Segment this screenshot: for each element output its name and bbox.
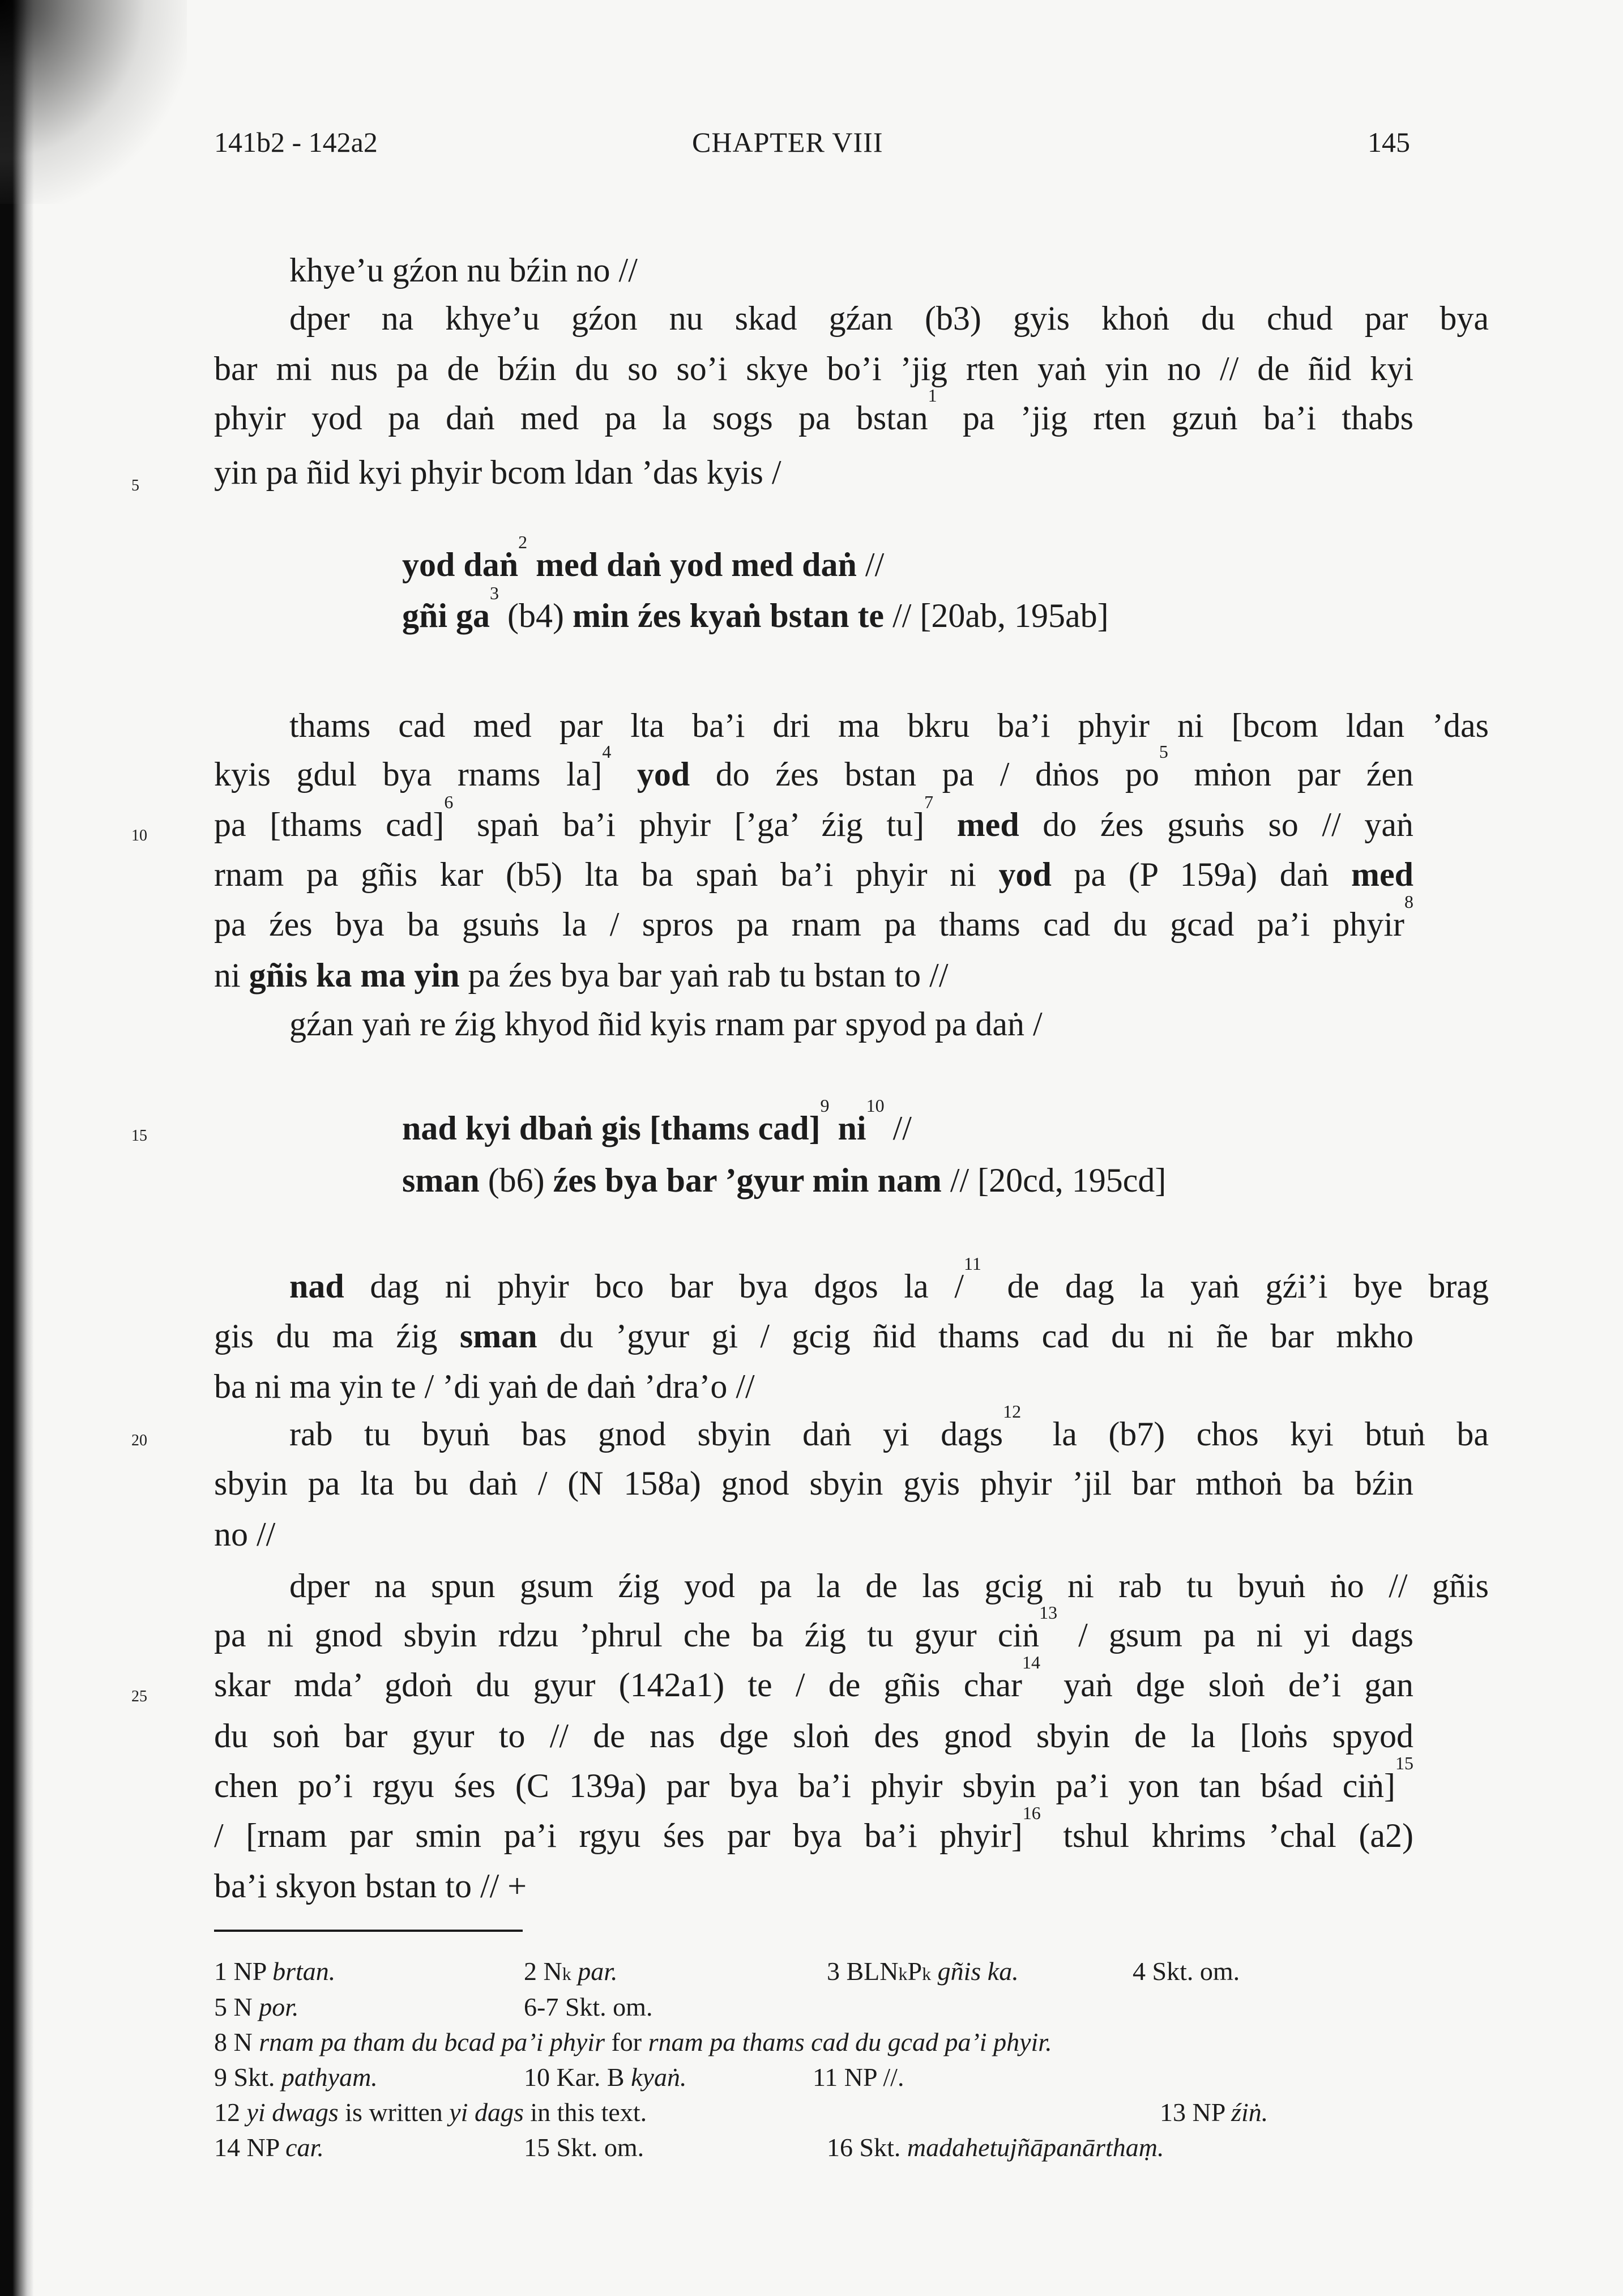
text-line: ba ni ma yin te / ’di yaṅ de daṅ ’dra’o // <box>214 1368 755 1405</box>
text-line: bar mi nus pa de bźin du so so’i skye bo’i ’jig rten yaṅ yin no // de ñid kyi <box>214 350 1413 387</box>
line-number: 20 <box>131 1432 147 1449</box>
verse-line: nad kyi dbaṅ gis [thams cad]$^9$ $ni^{10}$ // <box>402 1095 912 1147</box>
text-line: ni gñis ka ma yin pa źes bya bar yaṅ rab tu bstan to // <box>214 957 949 994</box>
verse-line: yod daṅ$^2$ med daṅ yod med daṅ // <box>402 532 885 583</box>
footnote-marker: 1 <box>928 385 937 406</box>
footnote: 14 NP car. <box>214 2133 324 2162</box>
text-line: nad dag ni phyir bco bar bya dgos la /$^{11}$ de dag la yaṅ gźi’i bye brag <box>289 1253 1489 1305</box>
text-line: / [rnam par smin pa’i rgyu śes par bya ba’i phyir]$^{16}$ tshul khrims ’chal (a2) <box>214 1803 1413 1854</box>
footnote: 9 Skt. pathyam. <box>214 2063 378 2092</box>
text-line: ba’i skyon bstan to // + <box>214 1867 527 1905</box>
footnote: 11 NP //. <box>813 2063 904 2092</box>
footnote: 3 BLNkPk gñis ka. <box>827 1957 1019 1986</box>
text-line: rnam pa gñis kar (b5) lta ba spaṅ ba’i phyir ni yod pa (P 159a) daṅ med <box>214 856 1413 893</box>
text-line: kyis gdul bya rnams la]$^4$ yod do źes bstan pa / dṅos $po^5$ mṅon par źen <box>214 741 1414 793</box>
text-line: chen po’i rgyu śes (C 139a) par bya ba’i phyir sbyin pa’i yon tan bśad ciṅ]$^{15}$ <box>214 1753 1413 1804</box>
text-line: pa ni gnod sbyin rdzu ’phrul che ba źig tu gyur ciṅ$^{13}$ / gsum pa ni yi dags <box>214 1602 1413 1654</box>
text-line: phyir yod pa daṅ med pa la sogs pa bstan$^1$ pa ’jig rten gzuṅ ba’i thabs <box>214 385 1414 437</box>
footnote: 8 N rnam pa tham du bcad pa’i phyir for rnam pa thams cad du gcad pa’i phyir. <box>214 2028 1052 2056</box>
text-line: sbyin pa lta bu daṅ / (N 158a) gnod sbyin gyis phyir ’jil bar mthoṅ ba bźin <box>214 1465 1413 1502</box>
verse-line: gñi $ga^3$ (b4) min źes kyaṅ bstan te // [20ab, 195ab] <box>402 583 1109 634</box>
text-line: thams cad med par lta ba’i dri ma bkru ba’i phyir ni [bcom ldan ’das <box>289 707 1489 744</box>
footnote: 13 NP źiṅ. <box>1160 2098 1268 2127</box>
text-line: dper na khye’u gźon nu skad gźan (b3) gyis khoṅ du chud par bya <box>289 300 1489 337</box>
text-line: dper na spun gsum źig yod pa la de las gcig ni rab tu byuṅ ṅo // gñis <box>289 1567 1489 1604</box>
text-line: pa [thams cad]$^6$ spaṅ ba’i phyir [’ga’ źig tu]$^7$ med do źes gsuṅs so // yaṅ <box>214 792 1413 843</box>
header-chapter-title: CHAPTER VIII <box>692 126 883 158</box>
footnote: 10 Kar. B kyaṅ. <box>524 2063 687 2092</box>
footnote: 12 yi dwags is written yi dags in this text. <box>214 2098 647 2127</box>
text-line: khye’u gźon nu bźin no // <box>289 251 638 289</box>
text-line: rab tu byuṅ bas gnod sbyin daṅ yi dags$^{12}$ la (b7) chos kyi btuṅ ba <box>289 1401 1489 1453</box>
text-line: du soṅ bar gyur to // de nas dge sloṅ des gnod sbyin de la [loṅs spyod <box>214 1717 1413 1755</box>
footnote: 5 N por. <box>214 1992 299 2021</box>
footnote-rule <box>214 1930 523 1932</box>
text-line: gźan yaṅ re źig khyod ñid kyis rnam par spyod pa daṅ / <box>289 1005 1043 1043</box>
text-line: gis du ma źig sman du ’gyur gi / gcig ñid thams cad du ni ñe bar mkho <box>214 1317 1414 1355</box>
line-number: 5 <box>131 477 139 494</box>
header-folio-range: 141b2 - 142a2 <box>214 126 378 158</box>
footnote-marker: 3 <box>490 583 499 603</box>
footnote: 2 Nk par. <box>524 1957 618 1986</box>
footnote: 1 NP brtan. <box>214 1957 336 1986</box>
scan-shadow <box>0 0 187 204</box>
header-page-number: 145 <box>1368 126 1410 158</box>
line-number: 25 <box>131 1688 147 1705</box>
book-binding-edge <box>0 0 34 2296</box>
footnote: 15 Skt. om. <box>524 2133 644 2162</box>
text-line: pa źes bya ba gsuṅs la / spros pa rnam pa thams cad du gcad pa’i phyir$^8$ <box>214 891 1413 943</box>
line-number: 10 <box>131 827 147 844</box>
text-line: skar mda’ gdoṅ du gyur (142a1) te / de gñis char$^{14}$ yaṅ dge sloṅ de’i gan <box>214 1652 1413 1704</box>
footnote: 4 Skt. om. <box>1133 1957 1240 1986</box>
text-line: yin pa ñid kyi phyir bcom ldan ’das kyis / <box>214 454 781 491</box>
footnote: 16 Skt. madahetujñāpanārthaṃ. <box>827 2133 1164 2162</box>
footnote: 6-7 Skt. om. <box>524 1992 653 2021</box>
line-number: 15 <box>131 1127 147 1145</box>
verse-line: sman (b6) źes bya bar ’gyur min nam // [20cd, 195cd] <box>402 1162 1167 1199</box>
footnote-marker: 2 <box>518 532 528 552</box>
text-line: no // <box>214 1516 276 1553</box>
